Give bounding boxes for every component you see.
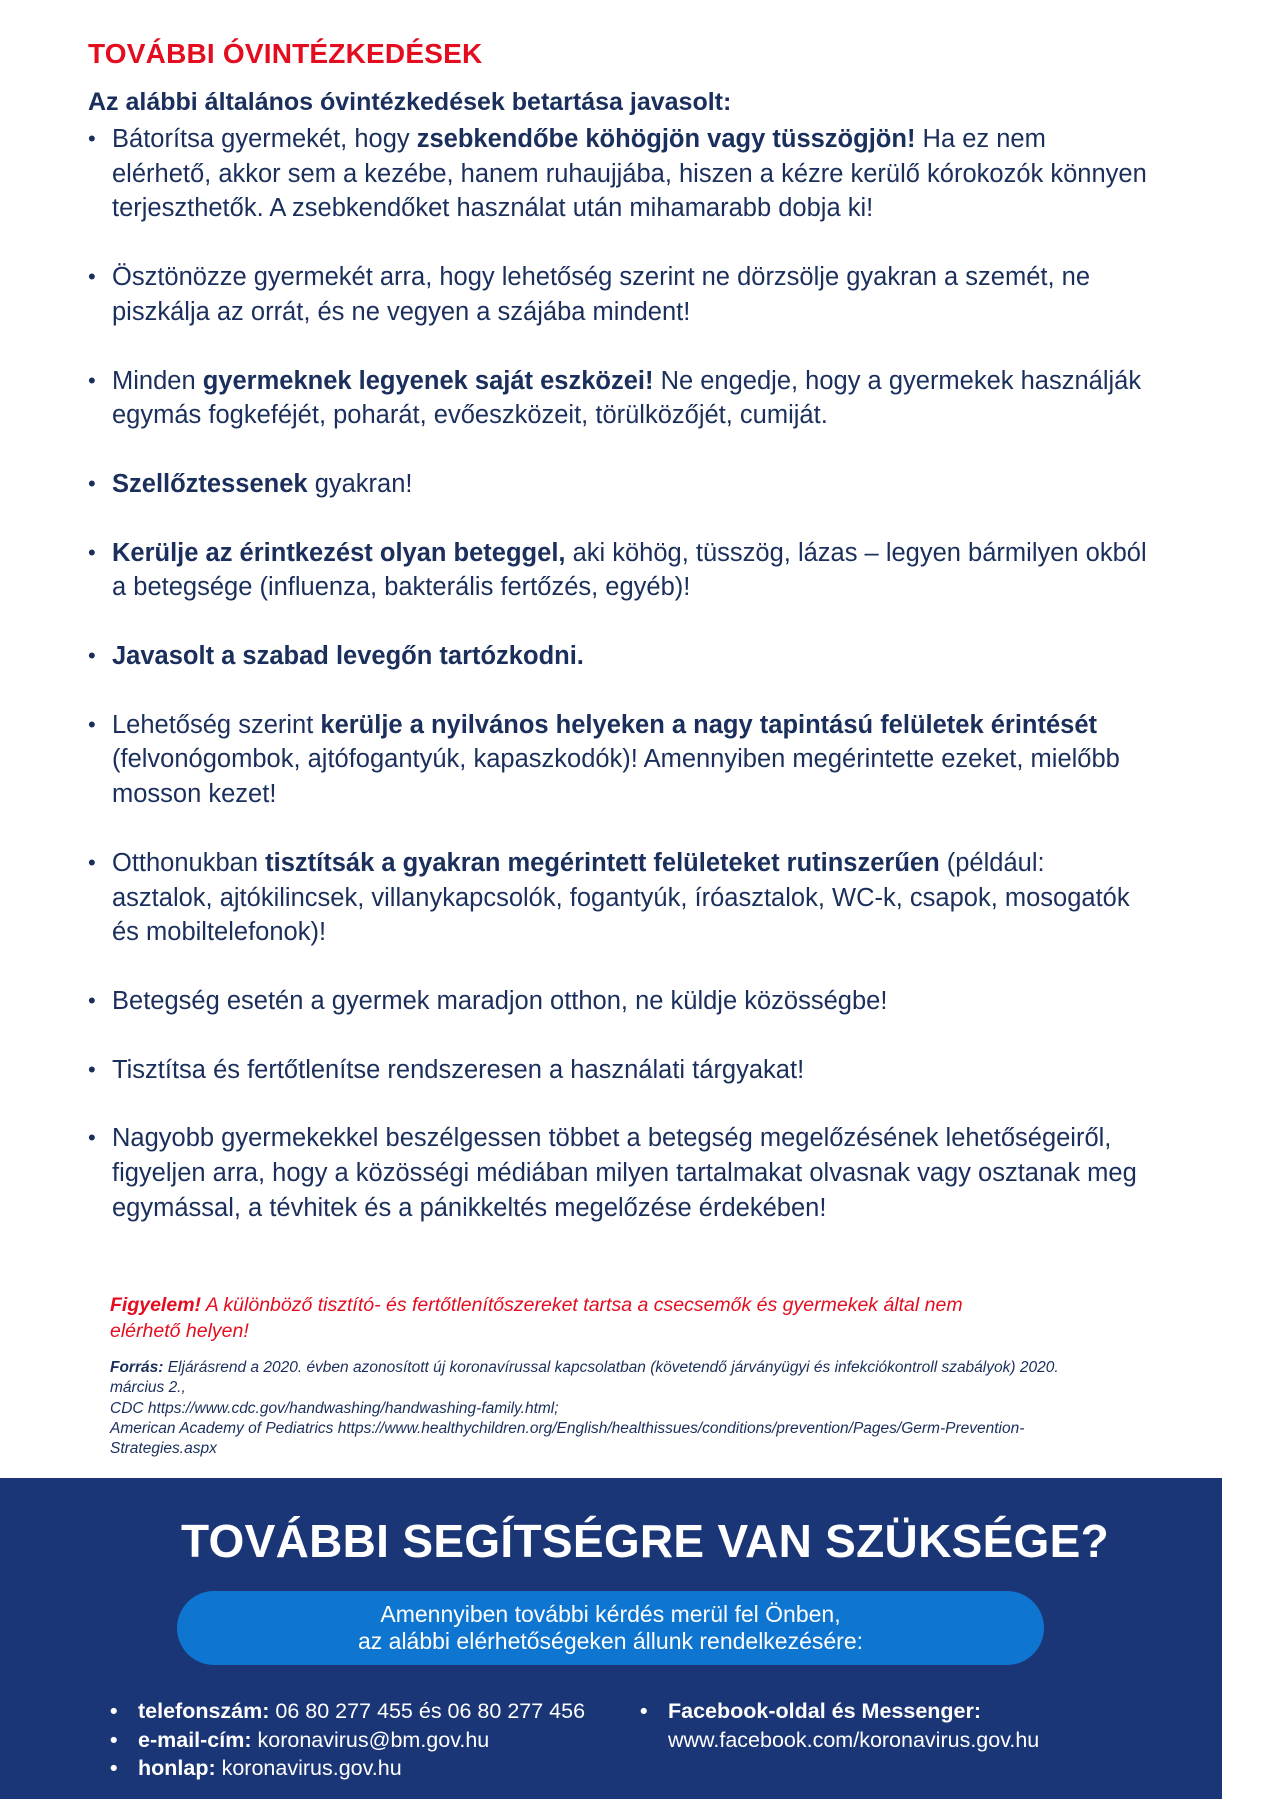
help-info-pill: Amennyiben további kérdés merül fel Önben, az alábbi elérhetőségeken állunk rendelkezésére: xyxy=(177,1591,1044,1665)
list-item: • Nagyobb gyermekekkel beszélgessen többet a betegség megelőzésének lehetőségeiről, figyeljen arra, hogy a közösségi médiában milyen tartalmakat olvasnak vagy osztanak meg egymással, a tévhitek és a pánikkeltés megelőzése érdekében! xyxy=(88,1121,1148,1225)
contact-email: • e-mail-cím: koronavirus@bm.gov.hu xyxy=(110,1726,585,1755)
list-item: • Betegség esetén a gyermek maradjon otthon, ne küldje közösségbe! xyxy=(88,984,1148,1019)
contact-website: • honlap: koronavirus.gov.hu xyxy=(110,1754,585,1783)
list-item: • Szellőztessenek gyakran! xyxy=(88,467,1148,502)
source-citation: Forrás: Eljárásrend a 2020. évben azonosított új koronavírussal kapcsolatban (követendő járványügyi és infekciókontroll szabályok) 2020. március 2., CDC https://www.cdc.gov/handwashing/handwashing-family.html; American Academy of Pediatrics https://www.healthychildren.org/English/healthissues/conditions/prevention/Pages/Germ-Prevention-Strategies.aspx xyxy=(110,1359,1059,1458)
list-item: • Lehetőség szerint kerülje a nyilvános helyeken a nagy tapintású felületek érintését (felvonógombok, ajtófogantyúk, kapaszkodók)! Amennyiben megérintette ezeket, mielőbb mosson kezet! xyxy=(88,708,1148,812)
list-item: • Minden gyermeknek legyenek saját eszközei! Ne engedje, hogy a gyermekek használják egymás fogkeféjét, poharát, evőeszközeit, törülközőjét, cumiját. xyxy=(88,364,1148,433)
contact-facebook: • Facebook-oldal és Messenger: www.facebook.com/koronavirus.gov.hu xyxy=(640,1697,1039,1754)
precaution-list xyxy=(88,122,1148,1259)
help-banner xyxy=(0,1478,1222,1799)
list-item: • Javasolt a szabad levegőn tartózkodni. xyxy=(88,639,1148,674)
contact-list-social xyxy=(640,1697,1039,1754)
warning-note: Figyelem! A különböző tisztító- és fertőtlenítőszereket tartsa a csecsemők és gyermekek által nem elérhető helyen! xyxy=(110,1294,963,1342)
intro-text: Az alábbi általános óvintézkedések betartása javasolt: xyxy=(88,88,732,116)
contact-list xyxy=(110,1697,585,1783)
list-item: • Otthonukban tisztítsák a gyakran megérintett felületeket rutinszerűen (például: asztalok, ajtókilincsek, villanykapcsolók, fogantyúk, íróasztalok, WC-k, csapok, mosogatók és mobiltelefonok)! xyxy=(88,846,1148,950)
contact-phone: • telefonszám: 06 80 277 455 és 06 80 277 456 xyxy=(110,1697,585,1726)
section-heading: TOVÁBBI ÓVINTÉZKEDÉSEK xyxy=(88,38,483,69)
help-title: TOVÁBBI SEGÍTSÉGRE VAN SZÜKSÉGE? xyxy=(180,1515,1110,1567)
list-item: • Bátorítsa gyermekét, hogy zsebkendőbe köhögjön vagy tüsszögjön! Ha ez nem elérhető, akkor sem a kezébe, hanem ruhaujjába, hiszen a kézre kerülő kórokozók könnyen terjeszthetők. A zsebkendőket használat után mihamarabb dobja ki! xyxy=(88,122,1148,226)
list-item: • Tisztítsa és fertőtlenítse rendszeresen a használati tárgyakat! xyxy=(88,1053,1148,1088)
list-item: • Kerülje az érintkezést olyan beteggel, aki köhög, tüsszög, lázas – legyen bármilyen okból a betegsége (influenza, bakterális fertőzés, egyéb)! xyxy=(88,536,1148,605)
list-item: • Ösztönözze gyermekét arra, hogy lehetőség szerint ne dörzsölje gyakran a szemét, ne piszkálja az orrát, és ne vegyen a szájába mindent! xyxy=(88,260,1148,329)
